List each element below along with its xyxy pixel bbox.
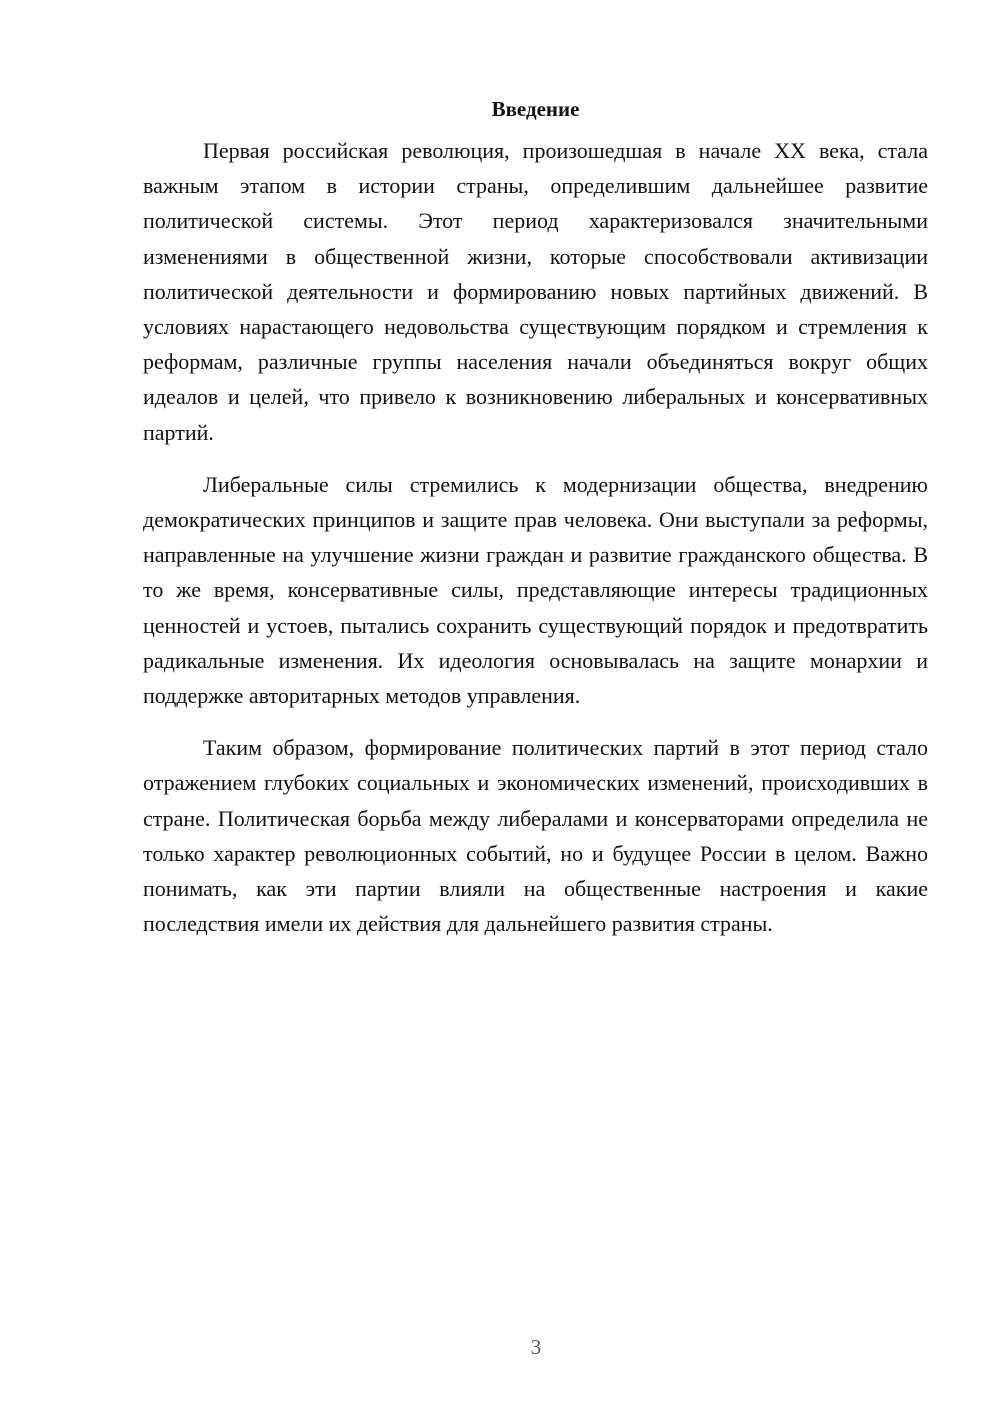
section-heading: Введение [491, 97, 580, 121]
page-body [143, 92, 928, 958]
paragraph-2: Либеральные силы стремились к модернизации общества, внедрению демократических принципов и защите прав человека. Они выступали за реформы, направленные на улучшение жизни граждан и развитие гражданского общества. В то же время, консервативные силы, представляющие интересы традиционных ценностей и устоев, пытались сохранить существующий порядок и предотвратить радикальные изменения. Их идеология основывалась на защите монархии и поддержке авторитарных методов управления. [143, 471, 928, 709]
page-number: 3 [530, 1335, 542, 1359]
paragraph-1: Первая российская революция, произошедшая в начале XX века, стала важным этапом в истории страны, определившим дальнейшее развитие политической системы. Этот период характеризовался значительными изменениями в общественной жизни, которые способствовали активизации политической деятельности и формированию новых партийных движений. В условиях нарастающего недовольства существующим порядком и стремления к реформам, различные группы населения начали объединяться вокруг общих идеалов и целей, что привело к возникновению либеральных и консервативных партий. [143, 138, 928, 445]
paragraph-3: Таким образом, формирование политических партий в этот период стало отражением глубоких социальных и экономических изменений, происходивших в стране. Политическая борьба между либералами и консерваторами определила не только характер революционных событий, но и будущее России в целом. Важно понимать, как эти партии влияли на общественные настроения и какие последствия имели их действия для дальнейшего развития страны. [143, 735, 928, 937]
